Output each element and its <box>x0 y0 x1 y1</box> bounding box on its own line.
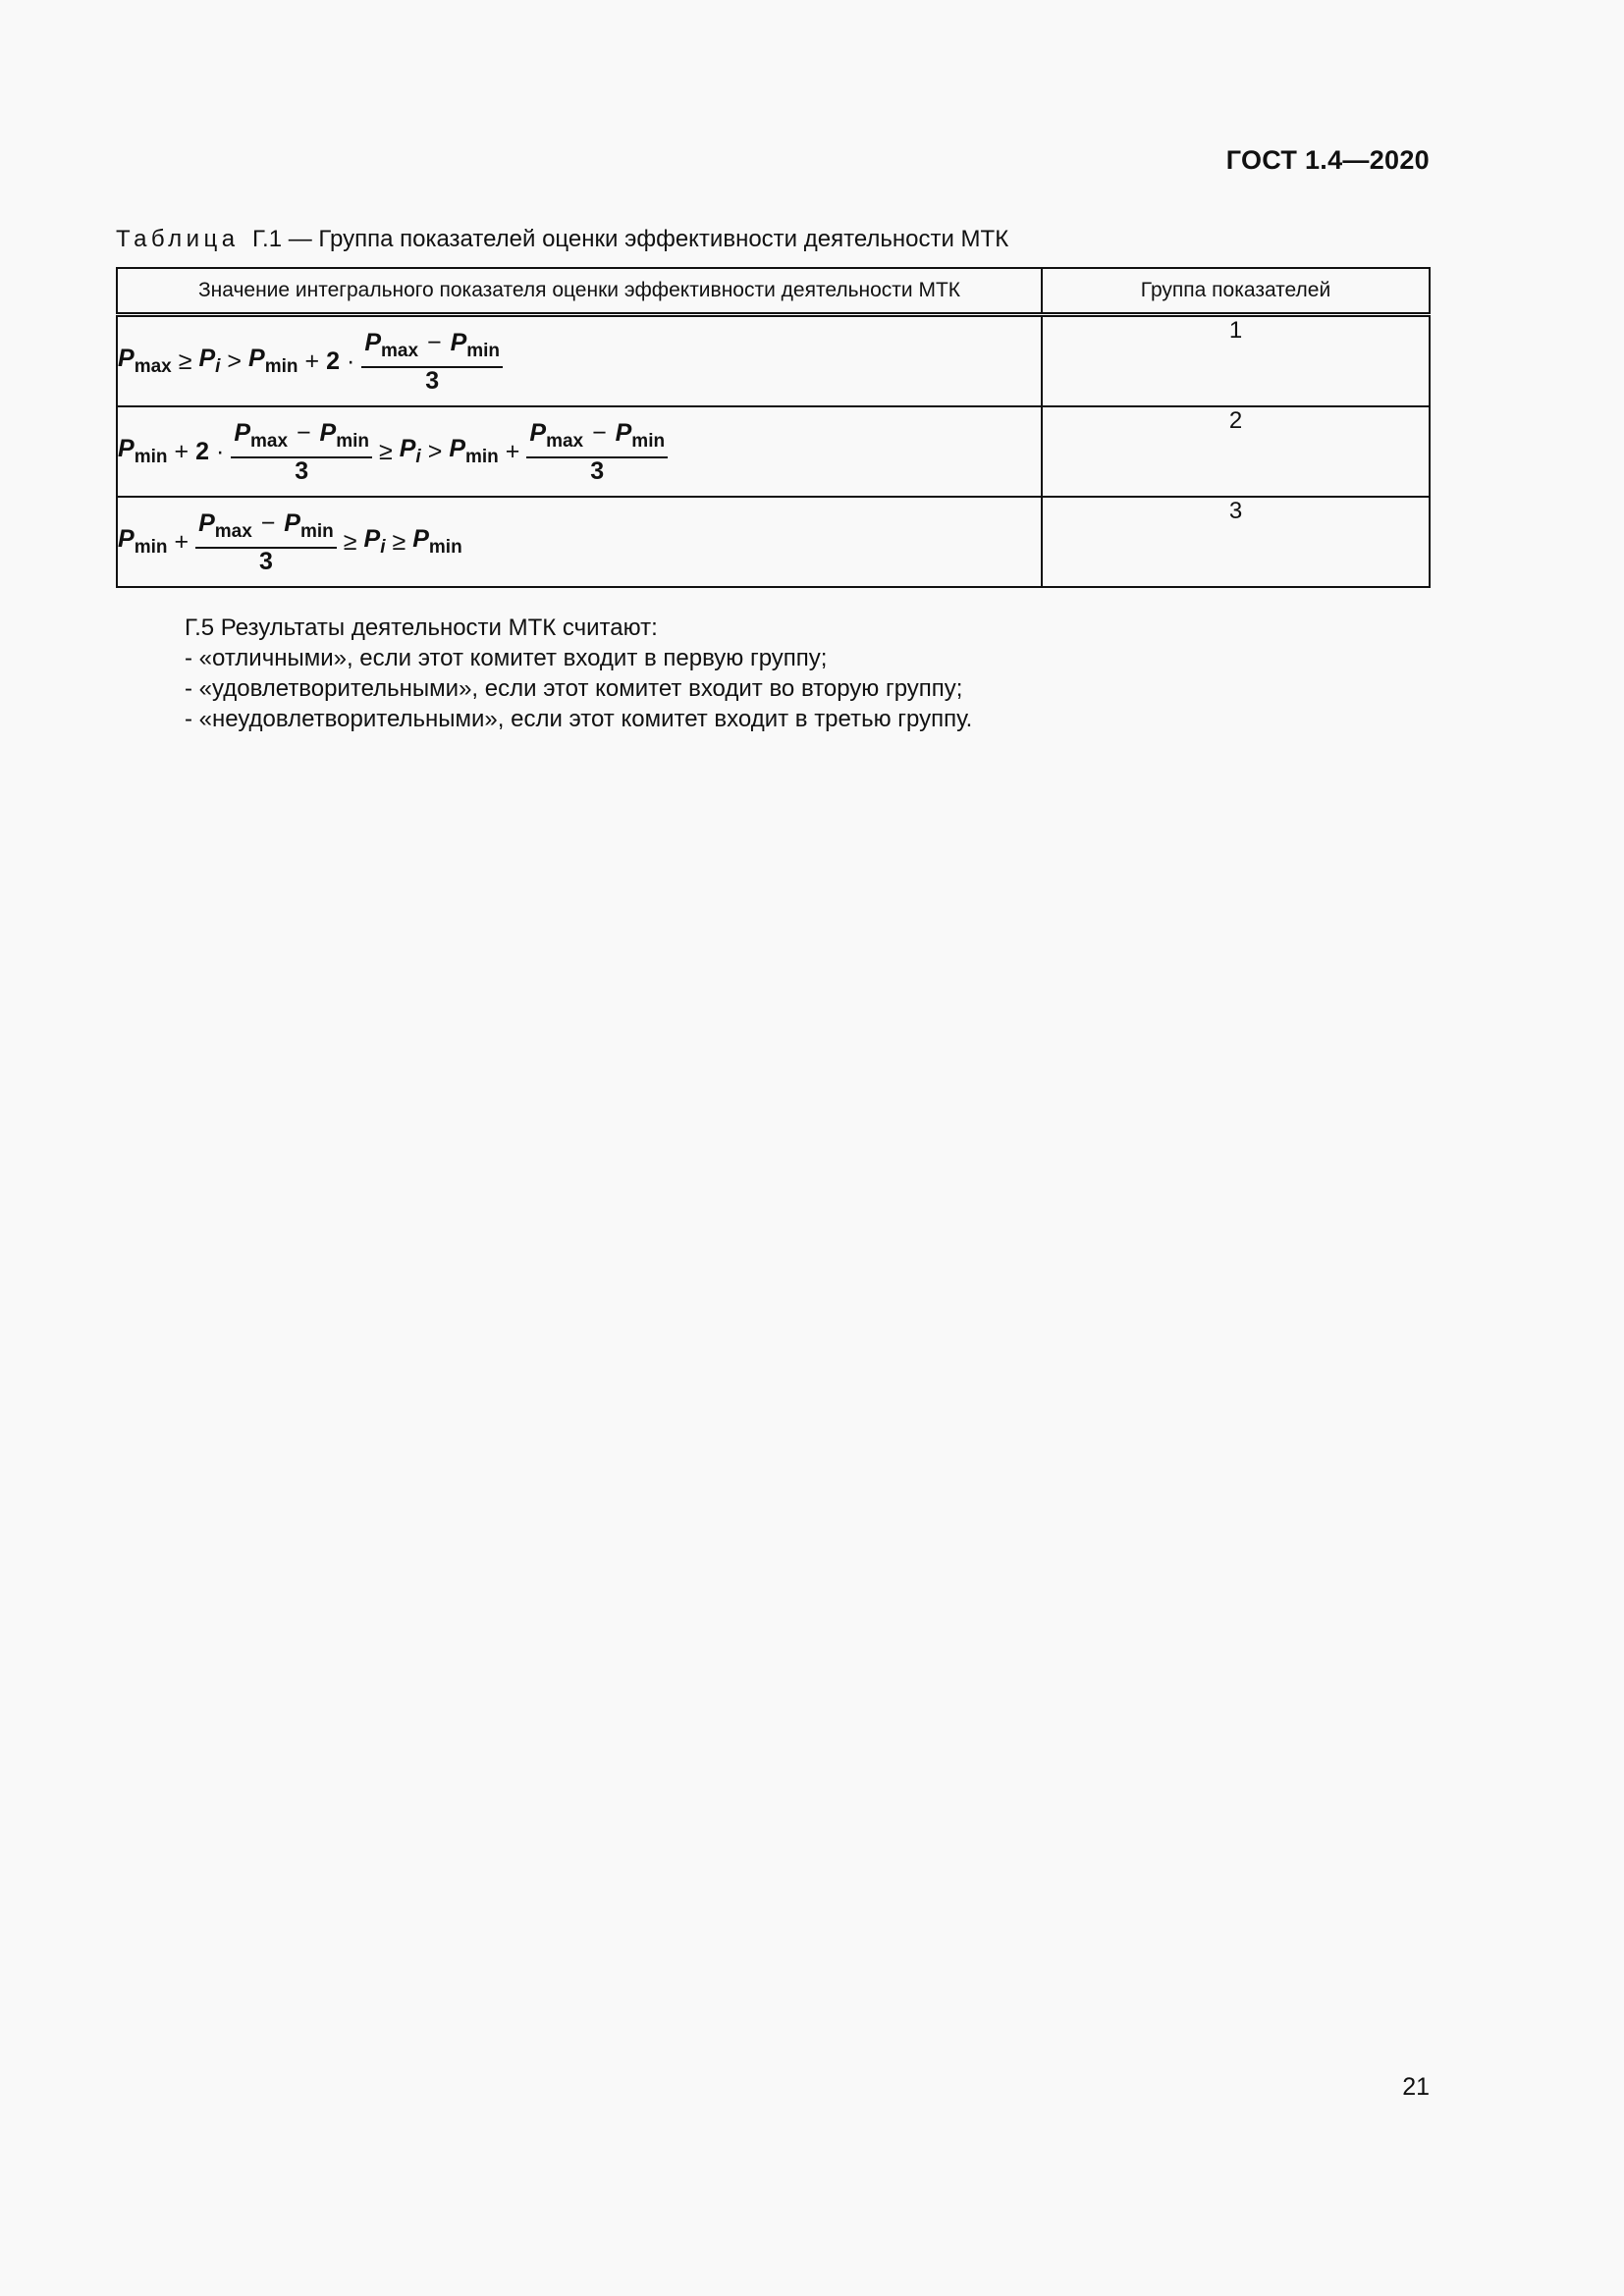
group-cell: 1 <box>1042 315 1430 407</box>
formula-cell <box>117 497 1042 587</box>
formula-row-1: $P_{max}$ ≥ $P_i$ > $P_{min}$ + 2 · $\frac{P_{max} - P_{min}}{3}$ <box>118 329 503 394</box>
table-row <box>117 406 1430 497</box>
table-row <box>117 315 1430 407</box>
list-item: - «отличными», если этот комитет входит в первую группу; <box>185 645 828 671</box>
list-item: - «удовлетворительными», если этот комитет входит во вторую группу; <box>185 675 963 702</box>
table-row <box>117 497 1430 587</box>
table-header-row <box>117 268 1430 315</box>
table-caption <box>116 226 1008 253</box>
table-caption-prefix: Таблица <box>116 226 240 252</box>
section-g5 <box>185 613 972 734</box>
list-item: - «неудовлетворительными», если этот комитет входит в третью группу. <box>185 706 973 732</box>
indicator-group-table <box>116 267 1431 588</box>
formula-cell <box>117 315 1042 407</box>
group-cell: 2 <box>1042 406 1430 497</box>
group-cell: 3 <box>1042 497 1430 587</box>
formula-cell <box>117 406 1042 497</box>
formula-row-2: $P_{min}$ + 2 · $\frac{P_{max} - P_{min}}{3}$ ≥ $P_i$ > $P_{min}$ + $\frac{P_{max} - P_{min}}{3}$ <box>118 419 668 484</box>
page-number: 21 <box>1402 2073 1430 2101</box>
document-number: ГОСТ 1.4—2020 <box>1225 145 1430 175</box>
formula-row-3: $P_{min}$ + $\frac{P_{max} - P_{min}}{3}$ ≥ $P_i$ ≥ $P_{min}$ <box>118 509 462 575</box>
column-header-group: Группа показателей <box>1042 268 1430 315</box>
table-caption-text: Г.1 — Группа показателей оценки эффективности деятельности МТК <box>251 226 1009 252</box>
section-intro: Г.5 Результаты деятельности МТК считают: <box>185 614 658 641</box>
column-header-value: Значение интегрального показателя оценки эффективности деятельности МТК <box>117 268 1042 315</box>
